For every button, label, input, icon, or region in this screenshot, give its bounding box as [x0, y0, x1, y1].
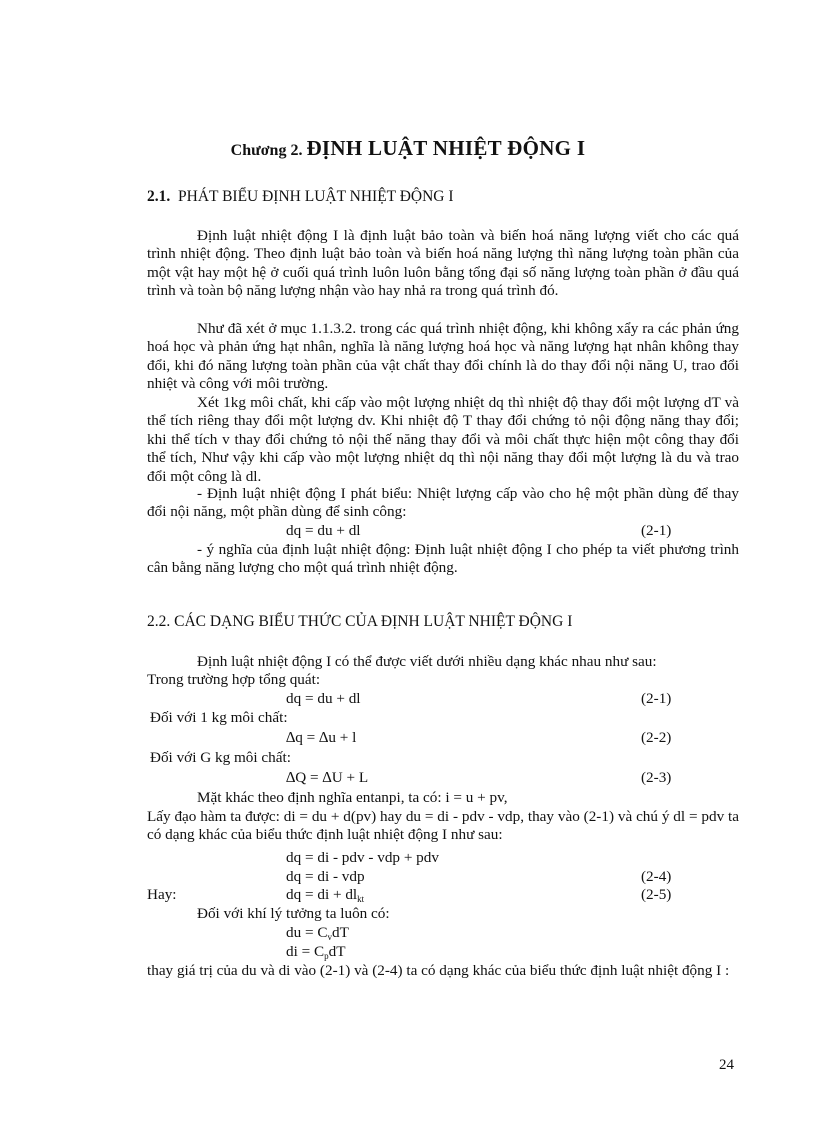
paragraph-4: - Định luật nhiệt động I phát biểu: Nhiệt lượng cấp vào cho hệ một phần dùng để thay đổi nội năng, một phần dùng để sinh công: [147, 485, 739, 521]
paragraph-5: - ý nghĩa của định luật nhiệt động: Định luật nhiệt động I cho phép ta viết phương trình cân bằng năng lượng cho một quá trình nhiệt động. [147, 541, 739, 577]
equation-number: (2-3) [641, 769, 672, 786]
paragraph-1: Định luật nhiệt động I là định luật bảo toàn và biến hoá năng lượng viết cho các quá trình nhiệt động. Theo định luật bảo toàn và biến hoá năng lượng thì năng lượng toàn phần của một vật hay một hệ ở cuối quá trình luôn luôn bằng tổng đại số năng lượng toàn phần ở đầu quá trình và toàn bộ năng lượng nhận vào hay nhả ra trong quá trình đó. [147, 227, 739, 300]
equation-du [286, 924, 349, 942]
equation-2-2: ∆q = ∆u + l [286, 729, 357, 746]
chapter-title [0, 136, 816, 161]
equation-text: dq = di + dl [286, 886, 358, 903]
equation-text: dT [331, 924, 349, 941]
derivation-paragraph: Lấy đạo hàm ta được: di = du + d(pv) hay du = di - pdv - vdp, thay vào (2-1) và chú ý dl = pdv ta có dạng khác của biểu thức định luật nhiệt động I như sau: [147, 808, 739, 844]
general-case-label: Trong trường hợp tổng quát: [147, 671, 321, 688]
ideal-gas-label: Đối với khí lý tưởng ta luôn có: [197, 905, 390, 922]
subscript: p [324, 951, 329, 961]
subscript: v [327, 932, 332, 942]
per-kg-label: Đối với 1 kg môi chất: [150, 709, 288, 726]
section-title: PHÁT BIỂU ĐỊNH LUẬT NHIỆT ĐỘNG I [178, 188, 454, 205]
section2-intro: Định luật nhiệt động I có thể được viết dưới nhiều dạng khác nhau như sau: [197, 653, 657, 670]
paragraph-2: Như đã xét ở mục 1.1.3.2. trong các quá trình nhiệt động, khi không xẩy ra các phản ứng hoá học và phản ứng hạt nhân, nghĩa là năng lượng hoá học và năng lượng hạt nhân không thay đổi, khi đó năng lượng toàn phần của vật chất thay đổi chính là do thay đổi nội năng U, trao đổi nhiệt và công với môi trường. [147, 320, 739, 393]
equation-text: dT [328, 943, 346, 960]
equation-number: (2-1) [641, 690, 672, 707]
subscript: kt [357, 894, 365, 904]
equation-text: di = C [286, 943, 325, 960]
equation-di [286, 943, 345, 961]
enthalpy-definition: Mặt khác theo định nghĩa entanpi, ta có: i = u + pv, [197, 789, 508, 806]
equation-2-5 [286, 886, 364, 904]
section-number: 2.1. [147, 188, 171, 205]
equation-number: (2-2) [641, 729, 672, 746]
equation-number: (2-4) [641, 868, 672, 885]
chapter-prefix: Chương 2. [230, 142, 303, 159]
equation-2-1-b: dq = du + dl [286, 690, 361, 707]
per-G-kg-label: Đối với G kg môi chất: [150, 749, 291, 766]
equation-number: (2-5) [641, 886, 672, 903]
equation-intermediate: dq = di - pdv - vdp + pdv [286, 849, 439, 866]
closing-paragraph: thay giá trị của du và di vào (2-1) và (2-4) ta có dạng khác của biểu thức định luật nhiệt động I : [147, 962, 730, 979]
equation-2-1-a: dq = du + dl [286, 522, 361, 539]
paragraph-3: Xét 1kg môi chất, khi cấp vào một lượng nhiệt dq thì nhiệt độ thay đổi một lượng dT và thể tích riêng thay đổi một lượng dv. Khi nhiệt độ T thay đổi chứng tỏ nội động năng thay đổi; khi thể tích v thay đổi chứng tỏ nội thế năng thay đổi và môi chất thực hiện một công thay đổi thể tích, Như vậy khi cấp vào một lượng nhiệt dq thì nội năng thay đổi một lượng là du và trao đổi một công là dl. [147, 394, 739, 485]
equation-2-3: ∆Q = ∆U + L [286, 769, 369, 786]
equation-2-4: dq = di - vdp [286, 868, 365, 885]
chapter-name: ĐỊNH LUẬT NHIỆT ĐỘNG I [306, 136, 586, 160]
equation-text: du = C [286, 924, 328, 941]
page-number: 24 [719, 1057, 734, 1073]
section-heading-2-2: 2.2. CÁC DẠNG BIỂU THỨC CỦA ĐỊNH LUẬT NHIỆT ĐỘNG I [147, 613, 573, 630]
equation-number: (2-1) [641, 522, 672, 539]
hay-label: Hay: [147, 886, 177, 903]
section-heading-2-1 [147, 188, 454, 206]
